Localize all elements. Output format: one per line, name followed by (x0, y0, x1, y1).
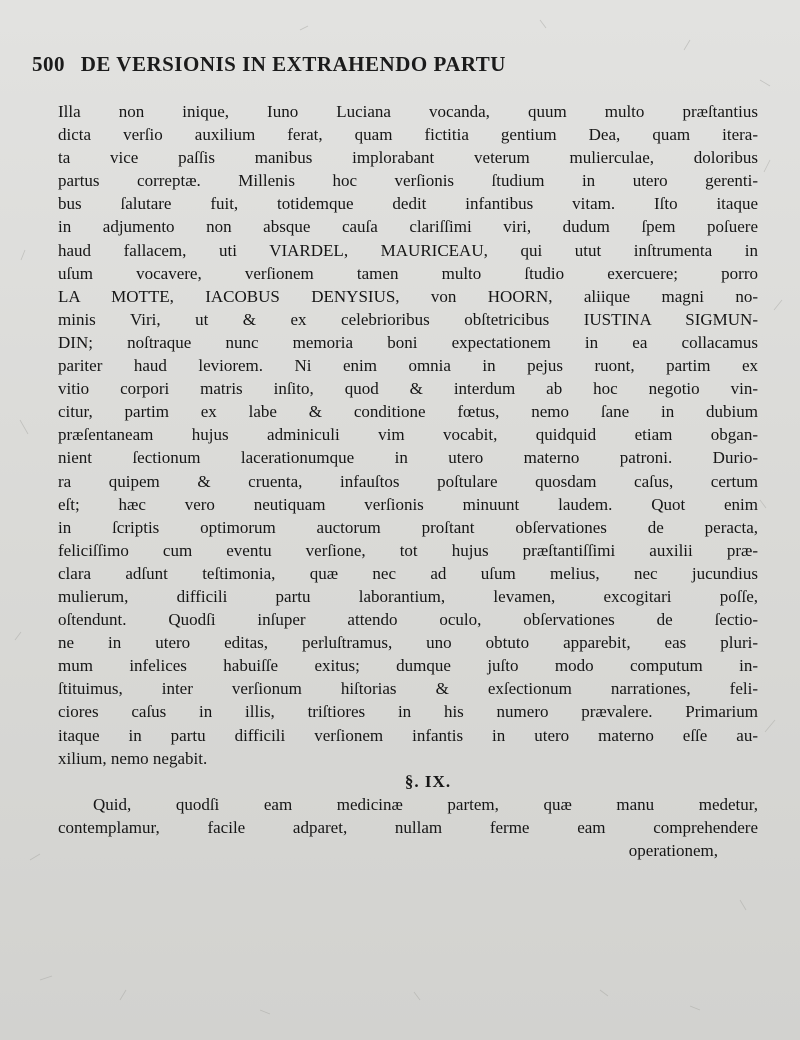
text-line: præſentaneam hujus adminiculi vim vocabit, quidquid etiam obgan- (58, 425, 758, 445)
running-title: DE VERSIONIS IN EXTRAHENDO PARTU (80, 52, 506, 76)
text-line: partus correptæ. Millenis hoc verſionis ſtudium in utero gerenti- (58, 171, 758, 191)
text-line: pariter haud leviorem. Ni enim omnia in pejus ruont, partim ex (58, 356, 758, 376)
text-line: minis Viri, ut & ex celebrioribus obſtetricibus IUSTINA SIGMUN- (58, 309, 758, 329)
text-line: dicta verſio auxilium ferat, quam fictitia gentium Dea, quam itera- (58, 125, 758, 145)
text-line: DIN; noſtraque nunc memoria boni expectationem in ea collacamus (58, 332, 758, 352)
text-line: feliciſſimo cum eventu verſione, tot hujus præſtantiſſimi auxilii præ- (58, 540, 758, 560)
text-line: eſt; hæc vero neutiquam verſionis minuunt laudem. Quot enim (58, 494, 758, 514)
text-line: xilium, nemo negabit. (58, 748, 208, 768)
text-line: clara adſunt teſtimonia, quæ nec ad uſum melius, nec jucundius (58, 563, 758, 583)
text-line: citur, partim ex labe & conditione fœtus, nemo ſane in dubium (58, 402, 758, 422)
text-line: ne in utero editas, perluſtramus, uno obtuto apparebit, eas pluri- (58, 633, 758, 653)
text-line: vitio corpori matris inſito, quod & interdum ab hoc negotio vin- (58, 379, 758, 399)
text-line: itaque in partu difficili verſionem infantis in utero materno eſſe au- (58, 725, 758, 745)
text-line: mulierum, difficili partu laborantium, levamen, excogitari poſſe, (58, 586, 758, 606)
text-line: ciores caſus in illis, triſtiores in his numero prævalere. Primarium (58, 702, 758, 722)
main-text (58, 100, 758, 862)
text-line: in adjumento non absque cauſa clariſſimi viri, dudum ſpem poſuere (58, 217, 758, 237)
catchword-line: operationem, (628, 841, 718, 860)
text-line: nient ſectionum lacerationumque in utero materno patroni. Durio- (58, 448, 758, 468)
text-line: Illa non inique, Iuno Luciana vocanda, quum multo præſtantius (58, 102, 758, 121)
running-head (32, 52, 732, 88)
section-line: contemplamur, facile adparet, nullam ferme eam comprehendere (58, 817, 758, 837)
page-number: 500 (32, 52, 65, 76)
text-line: haud fallacem, uti VIARDEL, MAURICEAU, qui utut inſtrumenta in (58, 240, 758, 260)
text-line: ſtituimus, inter verſionum hiſtorias & exſectionum narrationes, feli- (58, 679, 758, 699)
text-line: uſum vocavere, verſionem tamen multo ſtudio exercuere; porro (58, 263, 758, 283)
section-heading: §. IX. (404, 771, 452, 791)
text-line: ra quipem & cruenta, infauſtos poſtulare quosdam caſus, certum (58, 471, 758, 491)
text-line: LA MOTTE, IACOBUS DENYSIUS, von HOORN, aliique magni no- (58, 286, 758, 306)
section-line: Quid, quodſi eam medicinæ partem, quæ manu medetur, (93, 794, 758, 814)
text-line: ta vice paſſis manibus implorabant veterum mulierculae, doloribus (58, 148, 758, 168)
text-line: in ſcriptis optimorum auctorum proſtant obſervationes de peracta, (58, 517, 758, 537)
text-line: oſtendunt. Quodſi inſuper attendo oculo, obſervationes de ſectio- (58, 610, 758, 630)
text-line: bus ſalutare fuit, totidemque dedit infantibus vitam. Iſto itaque (58, 194, 758, 214)
text-line: mum infelices habuiſſe exitus; dumque juſto modo computum in- (58, 656, 758, 676)
